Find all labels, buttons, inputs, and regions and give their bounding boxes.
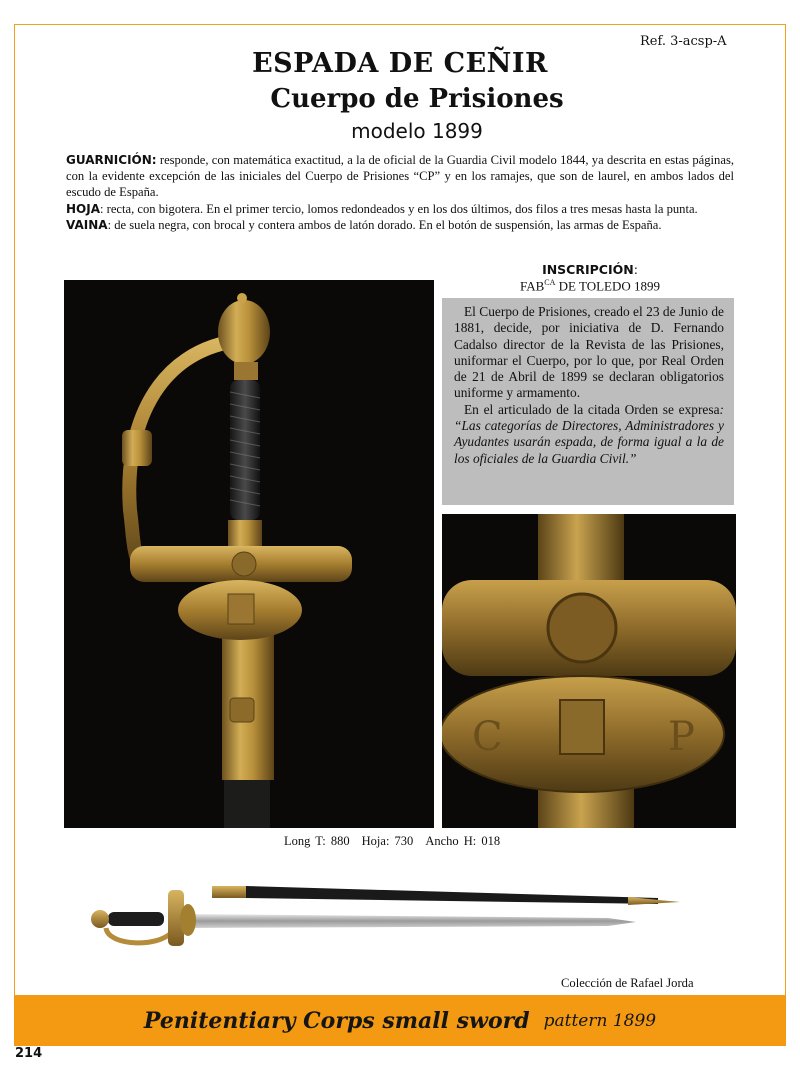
vaina-label: VAINA: [66, 217, 108, 232]
hoja-label: HOJA: [66, 201, 100, 216]
guarnicion-text: responde, con matemática exactitud, a la de oficial de la Guardia Civil modelo 1844, ya descrita en estas páginas, con la evidente excepción de las iniciales del Cuerpo de Prisiones “CP” y en los ramajes, que son de laurel, en ambos lados del escudo de España.: [66, 153, 734, 200]
closeup-ferrule: [538, 514, 624, 584]
wire-grip: [230, 380, 260, 520]
hilt-photo: [64, 280, 434, 828]
page-title: ESPADA DE CEÑIR: [252, 48, 548, 79]
history-note: [442, 298, 734, 505]
inscription-label: INSCRIPCIÓN:: [542, 262, 638, 277]
hoja-text: : recta, con bigotera. En el primer tercio, lomos redondeados y en los dos últimos, dos filos a tres mesas hasta la punta.: [100, 201, 698, 216]
vaina-paragraph: [66, 217, 734, 233]
guarnicion-label: GUARNICIÓN:: [66, 153, 157, 167]
shell-coat-of-arms: [228, 594, 254, 624]
guard-small: [106, 928, 172, 943]
hoja-paragraph: [66, 201, 734, 217]
closeup-rosette: [548, 594, 616, 662]
english-title-banner: [14, 995, 786, 1046]
guard-ornament: [122, 430, 152, 466]
pommel-small: [91, 910, 109, 928]
closeup-illustration: [442, 514, 736, 828]
page-number: 214: [15, 1046, 43, 1061]
reference-code: Ref. 3-acsp-A: [640, 34, 727, 49]
history-paragraph-1: El Cuerpo de Prisiones, creado el 23 de Junio de 1881, decide, por iniciativa de D. Fernando Cadalso director de la Revista de las Prisiones, uniformar el Cuerpo, por lo que, por Real Orden de 21 de Abril de 1899 se declaran obligatorios uniforme y armamento.: [454, 304, 724, 401]
closeup-initial-p: P: [668, 714, 695, 760]
blade-width: Ancho H: 018: [425, 834, 501, 848]
scabbard-small: [246, 886, 658, 904]
hilt-photo-illustration: [64, 280, 434, 828]
closeup-initial-c: C: [472, 714, 503, 760]
english-title: Penitentiary Corps small sword: [143, 1007, 530, 1034]
grip-small: [108, 912, 164, 926]
scabbard-throat-small: [212, 886, 246, 898]
full-sword-illustration: [88, 876, 688, 946]
page-subtitle: Cuerpo de Prisiones: [270, 84, 564, 114]
guard-closeup-photo: [442, 514, 736, 828]
shell-small: [180, 904, 196, 936]
description-block: [66, 152, 734, 233]
guarnicion-paragraph: [66, 152, 734, 201]
blade-small: [188, 914, 636, 928]
length-total: Long T: 880: [284, 834, 350, 848]
measurements: [284, 834, 512, 849]
english-pattern: pattern 1899: [543, 1010, 657, 1031]
inscription-text: $FAB^{CA}$ DE TOLEDO 1899: [519, 278, 661, 294]
model-year: modelo 1899: [351, 119, 483, 143]
closeup-coat-of-arms: [560, 700, 604, 754]
quillon-rosette: [232, 552, 256, 576]
full-sword-photo: [88, 876, 688, 946]
history-paragraph-2: En el articulado de la citada Orden se expresa: “Las categorías de Directores, Administradores y Ayudantes usarán espada, de forma igual a la de los oficiales de la Guardia Civil.”: [454, 401, 724, 466]
blade-length: Hoja: 730: [361, 834, 414, 848]
suspension-button: [230, 698, 254, 722]
vaina-text: : de suela negra, con brocal y contera ambos de latón dorado. En el botón de suspensión, las armas de España.: [107, 217, 662, 232]
pommel-button: [237, 293, 247, 303]
pommel-collar: [234, 362, 258, 380]
ferrule: [228, 520, 262, 548]
collection-credit: Colección de Rafael Jorda: [561, 976, 694, 990]
pommel: [218, 300, 270, 364]
